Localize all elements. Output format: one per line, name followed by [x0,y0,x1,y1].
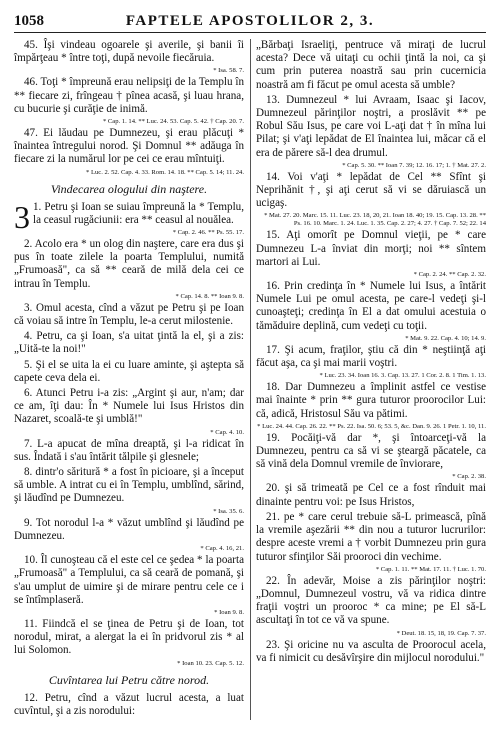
cross-reference: * Cap. 2. 38. [452,473,486,481]
section-heading: Vindecarea ologului din naştere. [50,181,208,196]
cross-reference: * Isa. 58. 7. [213,67,244,75]
verse-3-11: 11. Fiindcă el se ţinea de Petru şi de Ioan, tot norodul, mirat, a alergat la ei în pridvorul zis * al lui Solomon. [14,617,244,657]
verse-3-14: 14. Voi v'aţi * lepădat de Cel ** Sfînt şi Neprihănit †, şi aţi cerut să vi se dăruiască un ucigaş. [256,170,486,210]
verse-3-5: 5. Şi el se uita la ei cu luare aminte, şi aştepta să capete ceva dela ei. [14,358,244,384]
cross-reference: * Ioan 10. 23. Cap. 5. 12. [177,659,244,667]
cross-reference: * Cap. 5. 30. ** Ioan 7. 39; 12. 16. 17; 1. † Mat. 27. 2. [342,161,486,169]
verse-3-16: 16. Prin credinţa în * Numele lui Isus, a întărit Numele Lui pe omul acesta, pe care-l vedeţi şi-l cunoaşteţi; credinţa în El a dat omului acestuia o tămăduire deplină, cum vedeţi cu toţii. [256,280,486,332]
section-heading: Cuvîntarea lui Petru către norod. [48,672,210,687]
cross-reference: * Mat. 27. 20. Marc. 15. 11. Luc. 23. 18, 20, 21. Ioan 18. 40; 19. 15. Cap. 13. 28. ** Ps. 16. 10. Marc. 1. 24. Luc. 1. 35. Cap. 2. 27; 4. 27. † Cap. 7. 52; 22. 14 [264,212,486,228]
verse-3-9: 9. Tot norodul l-a * văzut umblînd şi lăudînd pe Dumnezeu. [14,516,244,542]
verse-3-4: 4. Petru, ca şi Ioan, s'a uitat ţintă la el, şi a zis: „Uită-te la noi!" [14,330,244,356]
cross-reference: * Cap. 2. 24. ** Cap. 2. 32. [413,271,486,279]
verse-3-21: 21. pe * care cerul trebuie să-L primească, pînă la vremile aşezării ** din nou a tuturor lucrurilor: despre aceste vremi a † vorbit Dumnezeu prin gura tuturor sfinţilor Săi prooroci din vechime. [256,510,486,563]
cross-reference: * Cap. 2. 46. ** Ps. 55. 17. [172,229,244,237]
chapter-number: 3 [14,198,30,235]
page-number: 1058 [14,13,44,29]
verse-3-6: 6. Atunci Petru i-a zis: „Argint şi aur, n'am; dar ce am, îţi dau: În * Numele lui Isus Hristos din Nazaret, scoală-te şi umblă!" [14,387,244,426]
column-divider [250,39,251,720]
cross-reference: * Cap. 4. 10. [210,428,244,436]
verse-3-20: 20. şi să trimeată pe Cel ce a fost rînduit mai dinainte pentru voi: pe Isus Hristos, [256,482,486,508]
cross-reference: * Luc. 2. 52. Cap. 4. 33. Rom. 14. 18. ** Cap. 5. 14; 11. 24. [86,168,244,176]
verse-3-12: 12. Petru, cînd a văzut lucrul acesta, a luat cuvîntul, şi a zis norodului: [14,691,244,717]
cross-reference: * Mat. 9. 22. Cap. 4. 10; 14. 9. [405,334,486,342]
page [14,6,486,734]
right-column [256,39,486,720]
verse-3-23: 23. Şi oricine nu va asculta de Proorocul acela, va fi nimicit cu desăvîrşire din mijlocul norodului." [256,638,486,664]
verse-3-8: 8. dintr'o săritură * a fost în picioare, şi a început să umble. A intrat cu ei în Templu, umblînd, sărind, şi lăudînd pe Dumnezeu. [14,466,244,505]
verse-3-15: 15. Aţi omorît pe Domnul vieţii, pe * care Dumnezeu L-a înviat din morţi; noi ** sîntem martori ai Lui. [256,229,486,268]
verse-3-7: 7. L-a apucat de mîna dreaptă, şi l-a ridicat în sus. Îndată i s'au întărit tălpile şi glesnele; [14,437,244,463]
cross-reference: * Deut. 18. 15, 18, 19. Cap. 7. 37. [396,629,486,637]
verse-3-18: 18. Dar Dumnezeu a împlinit astfel ce vestise mai înainte * prin ** gura tuturor proorocilor Lui: că, adică, Hristosul Său va pătimi. [256,381,486,420]
running-title: FAPTELE APOSTOLILOR 2, 3. [125,13,375,29]
cross-reference: * Luc. 23. 34. Ioan 16. 3. Cap. 13. 27. 1 Cor. 2. 8. 1 Tim. 1. 13. [319,372,486,380]
verse-3-1: 1. Petru şi Ioan se suiau împreună la * Templu, la ceasul rugăciunii: era ** ceasul al nouălea. [33,200,244,226]
cross-reference: * Cap. 1. 11. ** Mat. 17. 11. † Luc. 1. 70. [375,565,486,573]
verse-3-2: 2. Acolo era * un olog din naştere, care era dus şi pus în toate zilele la poarta Templului, numită „Frumoasă", ca să ** cearǎ de milă dela cei ce intrau în Templu. [14,238,244,290]
text-columns [14,39,486,720]
cross-reference: * Cap. 4. 16, 21. [200,545,244,553]
cross-reference: * Cap. 14. 8. ** Ioan 9. 8. [175,292,244,300]
cross-reference: * Isa. 35. 6. [213,507,244,515]
verse-2-47: 47. Ei lăudau pe Dumnezeu, şi erau plăcuţi * înaintea întregului norod. Şi Domnul ** adăuga în fiecare zi la numărul lor pe cei ce erau mîntuiţi. [14,127,244,166]
cross-reference: * Ioan 9. 8. [214,608,244,616]
cross-reference: * Cap. 1. 14. ** Luc. 24. 53. Cap. 5. 42. † Cap. 20. 7. [102,118,244,126]
verse-3-12-continued: „Bărbaţi Israeliţi, pentruce vă miraţi de lucrul acesta? Dece vă uitaţi cu ochii ţintă la noi, ca şi cum prin puterea noastră sau prin cucernicia noastră am fi făcut pe omul acesta să umble? [256,39,486,91]
verse-3-10: 10. Îl cunoşteau că el este cel ce şedea * la poarta „Frumoasă" a Templului, ca să ceară de pomană, şi s'au umplut de uimire şi de mirare pentru cele ce i se întîmplaseră. [14,554,244,606]
verse-3-22: 22. În adevăr, Moise a zis părinţilor noştri: „Domnul, Dumnezeul vostru, vă va ridica dintre fraţii voştri un prooroc * ca mine; pe El să-L ascultaţi în tot ce vă va spune. [256,574,486,627]
verse-3-13: 13. Dumnezeul * lui Avraam, Isaac şi Iacov, Dumnezeul părinţilor noştri, a proslăvit ** pe Robul Său Isus, pe care voi L-aţi dat † în mîna lui Pilat; şi v'aţi lepădat de El înaintea lui, măcar că el era de părere să-l dea drumul. [256,93,486,159]
verse-2-46: 46. Toţi * împreună erau nelipsiţi de la Templu în ** fiecare zi, frîngeau † pînea acasă, şi luau hrana, cu bucurie şi curăţie de inimă. [14,76,244,115]
verse-3-17: 17. Şi acum, fraţilor, ştiu că din * neştiinţă aţi făcut aşa, ca şi mai marii voştri. [256,343,486,370]
verse-3-19: 19. Pocăiţi-vă dar *, şi întoarceţi-vă la Dumnezeu, pentru ca să vi se şteargă păcatele, ca să vină dela Domnul vremile de înviorare, [256,431,486,471]
verse-2-45: 45. Îşi vindeau ogoarele şi averile, şi banii îi împărţeau * între toţi, după nevoile fiecăruia. [14,39,244,65]
cross-reference: * Luc. 24. 44. Cap. 26. 22. ** Ps. 22. Isa. 50. 6; 53. 5, &c. Dan. 9. 26. 1 Petr. 1. 10, 11. [257,422,486,430]
verse-3-3: 3. Omul acesta, cînd a văzut pe Petru şi pe Ioan că voiau să intre în Templu, le-a cerut milostenie. [14,301,244,328]
page-header [14,6,486,33]
left-column [14,39,244,720]
